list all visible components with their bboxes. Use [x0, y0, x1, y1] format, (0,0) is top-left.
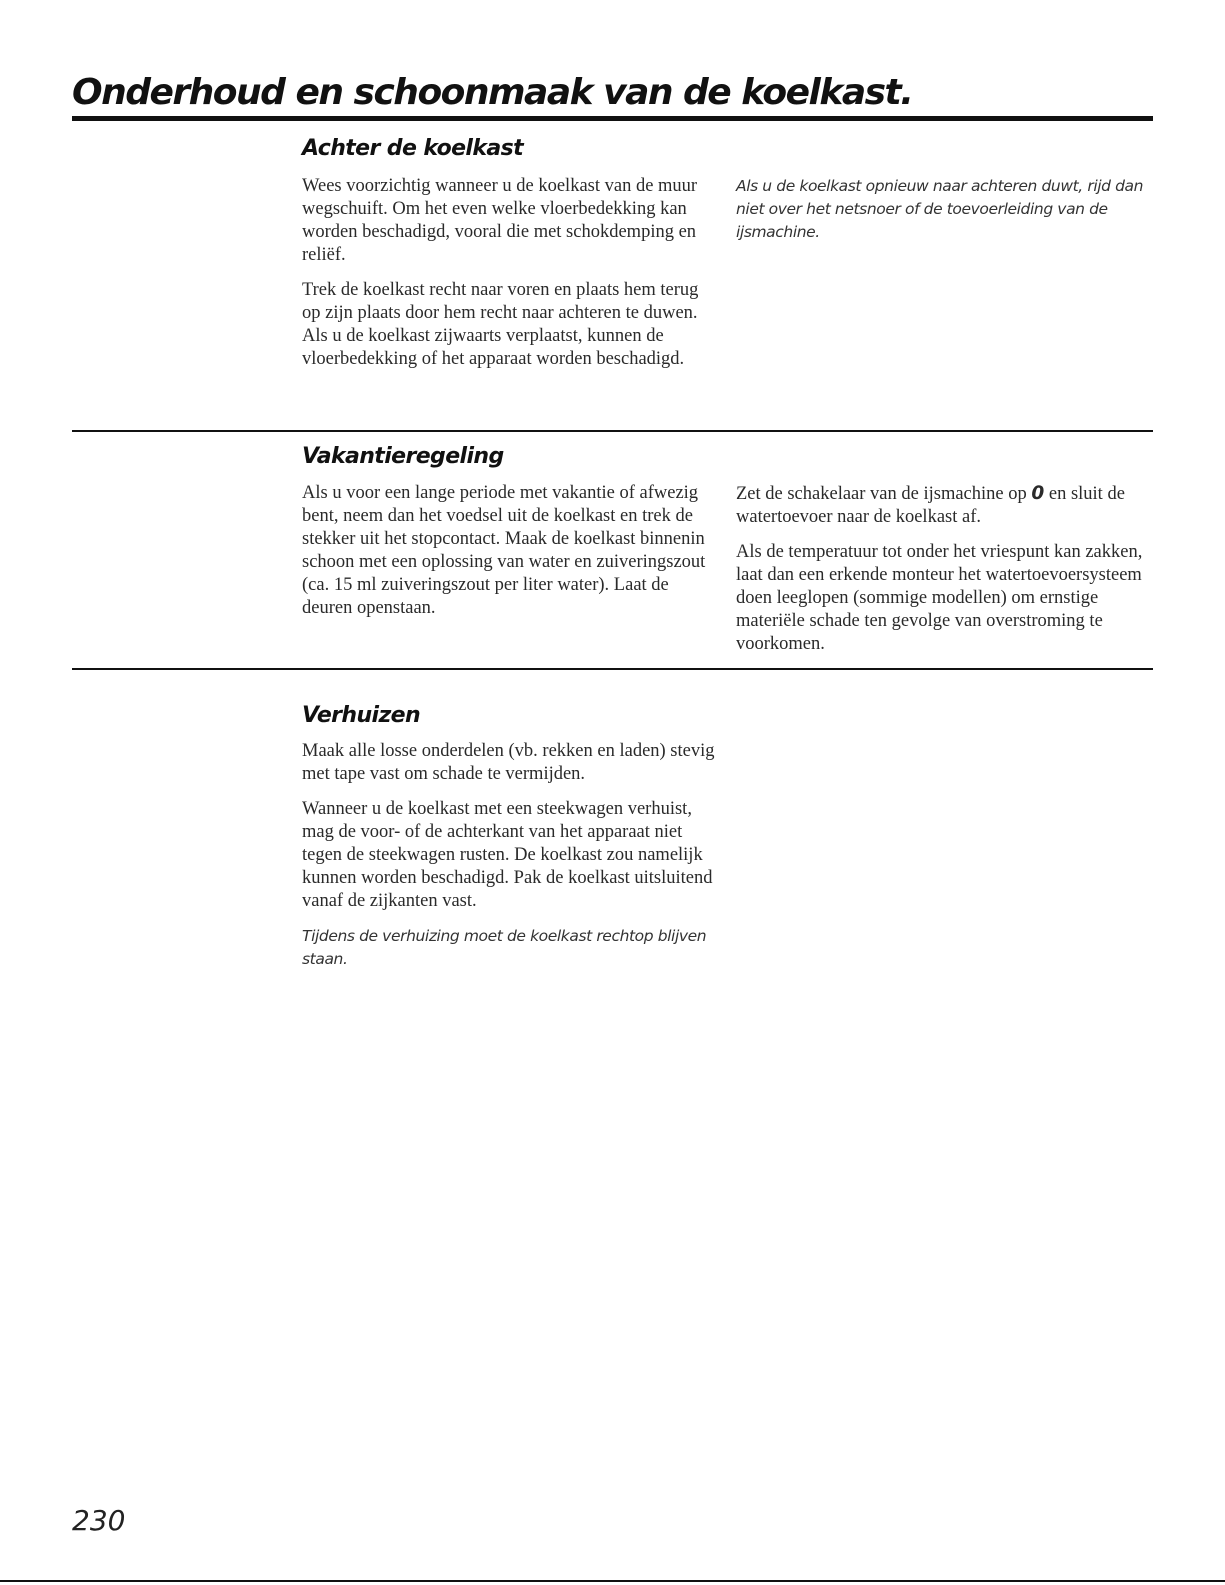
page-title: Onderhoud en schoonmaak van de koelkast. [72, 72, 913, 113]
section-achter-right-column [736, 175, 1146, 256]
paragraph: Trek de koelkast recht naar voren en plaats hem terug op zijn plaats door hem recht naar achteren te duwen. Als u de koelkast zijwaarts verplaatst, kunnen de vloerbedekking of het apparaat worden beschadigd. [302, 280, 699, 369]
section-vakantie-left-column [302, 482, 712, 632]
section-divider [72, 430, 1153, 432]
section-achter-left-column [302, 175, 702, 383]
ice-switch-value: 0 [1031, 483, 1045, 504]
paragraph: Als de temperatuur tot onder het vriespunt kan zakken, laat dan een erkende monteur het watertoevoersysteem doen leeglopen (sommige modellen) om ernstige materiële schade ten gevolge van overstroming te voorkomen. [736, 542, 1143, 654]
text-run: Zet de schakelaar van de ijsmachine op [736, 484, 1032, 504]
paragraph: Wanneer u de koelkast met een steekwagen verhuist, mag de voor- of de achterkant van het apparaat niet tegen de steekwagen rusten. De koelkast zou namelijk kunnen worden beschadigd. Pak de koelkast uitsluitend vanaf de zijkanten vast. [302, 799, 713, 911]
paragraph: Als u voor een lange periode met vakantie of afwezig bent, neem dan het voedsel uit de koelkast en trek de stekker uit het stopcontact. Maak de koelkast binnenin schoon met een oplossing van water en zuiveringszout (ca. 15 ml zuiveringszout per liter water). Laat de deuren openstaan. [302, 483, 706, 618]
section-vakantie-right-column [736, 482, 1148, 668]
section-title-vakantieregeling: Vakantieregeling [302, 444, 504, 469]
section-divider [72, 668, 1153, 670]
text-run: en sluit de watertoevoer naar de koelkast af. [736, 484, 1125, 527]
page-bottom-edge [0, 1580, 1225, 1582]
section-verhuizen-left-column [302, 740, 722, 983]
section-title-verhuizen: Verhuizen [302, 703, 421, 728]
paragraph: Wees voorzichtig wanneer u de koelkast van de muur wegschuift. Om het even welke vloerbedekking kan worden beschadigd, vooral die met schokdemping en reliëf. [302, 176, 698, 265]
note-text: Tijdens de verhuizing moet de koelkast rechtop blijven staan. [302, 927, 707, 968]
title-rule [72, 116, 1153, 121]
note-text: Als u de koelkast opnieuw naar achteren duwt, rijd dan niet over het netsnoer of de toevoerleiding van de ijsmachine. [736, 177, 1144, 241]
paragraph: Maak alle losse onderdelen (vb. rekken en laden) stevig met tape vast om schade te vermijden. [302, 741, 715, 784]
section-title-achter-de-koelkast: Achter de koelkast [302, 136, 524, 161]
paragraph [736, 482, 1148, 529]
page-number: 230 [72, 1504, 126, 1537]
